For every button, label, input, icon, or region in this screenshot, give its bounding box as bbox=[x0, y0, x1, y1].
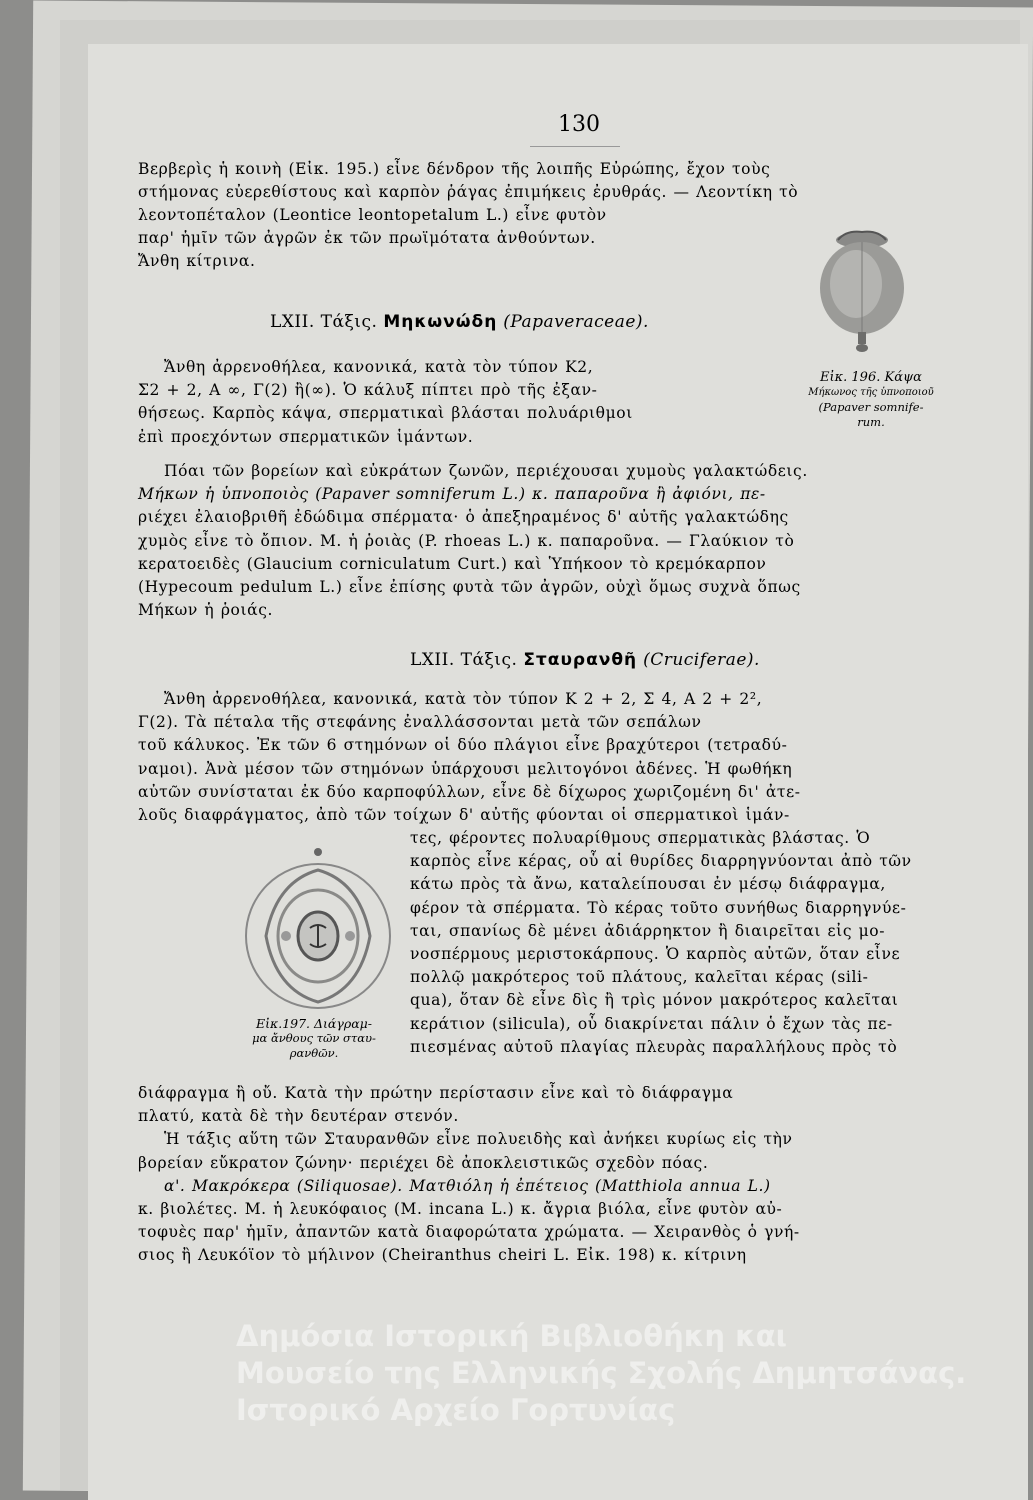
text-line: θήσεως. Καρπὸς κάψα, σπερματικαὶ βλάσται πολυάριθμοι bbox=[138, 404, 633, 423]
text-line: Ἡ τάξις αὕτη τῶν Σταυρανθῶν εἶνε πολυειδὴς καὶ ἀνήκει κυρίως εἰς τὴν bbox=[164, 1130, 793, 1149]
watermark-line: Δημόσια Ιστορική Βιβλιοθήκη και bbox=[236, 1319, 787, 1353]
page-number-rule bbox=[530, 146, 620, 147]
text-line: Ἄνθη ἀρρενοθήλεα, κανονικά, κατὰ τὸν τύπον Κ2, bbox=[164, 358, 594, 376]
section-name: Μηκωνώδη bbox=[383, 312, 498, 332]
section2-diagnosis bbox=[138, 688, 938, 827]
text-line: κεράτιον (silicula), οὗ διακρίνεται πάλιν ὁ ἔχων τὰς πε- bbox=[410, 1014, 893, 1033]
text-line: χυμὸς εἶνε τὸ ὄπιον. Μ. ἡ ῥοιὰς (P. rhoeas L.) κ. παπαροῦνα. — Γλαύκιον τὸ bbox=[138, 531, 795, 550]
text-line: ἐπὶ προεχόντων σπερματικῶν ἱμάντων. bbox=[138, 427, 474, 446]
section-latin: (Cruciferae). bbox=[643, 650, 760, 670]
text-line: φέρον τὰ σπέρματα. Τὸ κέρας τοῦτο συνήθως διαρρηγνύε- bbox=[410, 898, 907, 917]
section-latin: (Papaveraceae). bbox=[503, 312, 649, 332]
text-line: παρ' ἡμῖν τῶν ἀγρῶν ἐκ τῶν πρωϊμότατα ἀνθούντων. bbox=[138, 229, 596, 248]
text-line: λεοντοπέταλον (Leontice leontopetalum L.) εἶνε φυτὸν bbox=[138, 206, 607, 224]
text-line: Ἄνθη ἀρρενοθήλεα, κανονικά, κατὰ τὸν τύπον Κ 2 + 2, Σ 4, Α 2 + 2², bbox=[164, 690, 763, 708]
text-line: καρπὸς εἶνε κέρας, οὗ αἱ θυρίδες διαρρηγνύονται ἀπὸ τῶν bbox=[410, 852, 912, 871]
text-line: ται, σπανίως δὲ μένει ἀδιάρρηκτον ἢ διαιρεῖται εἰς μο- bbox=[410, 921, 886, 940]
caption-line: Εἰκ. 196. Κάψα bbox=[820, 370, 922, 385]
text-line: κερατοειδὲς (Glaucium corniculatum Curt.) καὶ Ὑπήκοον τὸ κρεμόκαρπον bbox=[138, 554, 767, 573]
text-line: στήμονας εὐερεθίστους καὶ καρπὸν ῥάγας ἐπιμήκεις ἐρυθράς. — Λεοντίκη τὸ bbox=[138, 183, 799, 202]
section1-paragraph bbox=[138, 460, 938, 622]
floral-diagram-figure bbox=[240, 842, 400, 1012]
section2-conclusion bbox=[138, 1082, 938, 1268]
text-line: Γ(2). Τὰ πέταλα τῆς στεφάνης ἐναλλάσσονται μετὰ τῶν σεπάλων bbox=[138, 713, 702, 732]
text-line: βορείαν εὔκρατον ζώνην· περιέχει δὲ ἀποκλειστικῶς σχεδὸν πόας. bbox=[138, 1153, 709, 1172]
text-line: λοῦς διαφράγματος, ἀπὸ τῶν τοίχων δ' αὐτῆς φύονται οἱ σπερματικοὶ ἱμάν- bbox=[138, 806, 790, 825]
text-line: Σ2 + 2, Α ∞, Γ(2) ἢ(∞). Ὁ κάλυξ πίπτει πρὸ τῆς ἐξαν- bbox=[138, 381, 598, 400]
watermark-line: Μουσείο της Ελληνικής Σχολής Δημητσάνας. bbox=[236, 1356, 967, 1390]
section-heading-cruciferae bbox=[410, 650, 760, 670]
text-line: πιεσμένας αὐτοῦ πλαγίας πλευρὰς παραλλήλους πρὸς τὸ bbox=[410, 1037, 898, 1056]
section-name: Σταυρανθῆ bbox=[523, 650, 638, 670]
text-line: νοσπέρμους μεριστοκάρπους. Ὁ καρπὸς αὐτῶν, ὅταν εἶνε bbox=[410, 945, 901, 964]
caption-line: Μήκωνος τῆς ὑπνοποιοῦ bbox=[808, 387, 934, 398]
text-line: κ. βιολέτες. Μ. ἡ λευκόφαιος (M. incana L.) κ. ἄγρια βιόλα, εἶνε φυτὸν αὐ- bbox=[138, 1200, 783, 1219]
text-line: τοφυὲς παρ' ἡμῖν, ἀπαντῶν κατὰ διαφορώτατα χρώματα. — Χειρανθὸς ὁ γνή- bbox=[138, 1223, 800, 1242]
section2-right-column bbox=[410, 827, 938, 1059]
poppy-capsule-figure bbox=[816, 228, 908, 362]
figure-197-caption bbox=[222, 1016, 406, 1061]
text-line: κάτω πρὸς τὰ ἄνω, καταλείπουσαι ἐν μέσῳ διάφραγμα, bbox=[410, 875, 886, 894]
section-number: LXII. Τάξις. bbox=[270, 312, 378, 332]
text-line: Πόαι τῶν βορείων καὶ εὐκράτων ζωνῶν, περιέχουσαι χυμοὺς γαλακτώδεις. bbox=[164, 462, 808, 480]
text-line: ναμοι). Ἀνὰ μέσον τῶν στημόνων ὑπάρχουσι μελιτογόνοι ἀδένες. Ἡ φωθήκη bbox=[138, 759, 793, 778]
watermark-line: Ιστορικό Αρχείο Γορτυνίας bbox=[236, 1393, 676, 1427]
text-line: πολλῷ μακρότερος τοῦ πλάτους, καλεῖται κέρας (sili- bbox=[410, 968, 869, 987]
intro-text-narrow bbox=[138, 204, 658, 274]
page-number: 130 bbox=[558, 112, 600, 137]
figure-196-caption bbox=[796, 370, 946, 430]
text-line: α'. Μακρόκερα (Siliquosae). Ματθιόλη ἡ ἐπέτειος (Matthiola annua L.) bbox=[164, 1176, 771, 1195]
caption-line: (Papaver somnife- bbox=[818, 400, 924, 414]
text-line: τες, φέροντες πολυαρίθμους σπερματικὰς βλάστας. Ὁ bbox=[410, 829, 871, 847]
text-line: ριέχει ἐλαιοβριθῆ ἐδώδιμα σπέρματα· ὁ ἀπεξηραμένος δ' αὐτῆς γαλακτώδης bbox=[138, 508, 789, 527]
text-line: Μήκων ἡ ὑπνοποιὸς (Papaver somniferum L.) κ. παπαροῦνα ἢ ἀφιόνι, πε- bbox=[138, 485, 766, 504]
intro-text bbox=[138, 158, 938, 204]
text-line: Ἄνθη κίτρινα. bbox=[138, 252, 256, 271]
text-line: Βερβερὶς ἡ κοινὴ (Εἰκ. 195.) εἶνε δένδρον τῆς λοιπῆς Εὐρώπης, ἔχον τοὺς bbox=[138, 160, 771, 178]
archive-watermark bbox=[236, 1318, 966, 1429]
text-line: τοῦ κάλυκος. Ἐκ τῶν 6 στημόνων οἱ δύο πλάγιοι εἶνε βραχύτεροι (τετραδύ- bbox=[138, 736, 788, 755]
text-line: πλατύ, κατὰ δὲ τὴν δευτέραν στενόν. bbox=[138, 1107, 459, 1126]
section-heading-papaveraceae bbox=[270, 312, 649, 332]
text-line: αὐτῶν συνίσταται ἐκ δύο καρποφύλλων, εἶνε δὲ δίχωρος χωριζομένη δι' ἀτε- bbox=[138, 782, 801, 801]
caption-line: Εἰκ.197. Διάγραμ- bbox=[256, 1016, 372, 1031]
section1-diagnosis bbox=[138, 356, 768, 449]
text-line: (Hypecoum pedulum L.) εἶνε ἐπίσης φυτὰ τῶν ἀγρῶν, οὐχὶ ὅμως συχνὰ ὅπως bbox=[138, 578, 801, 597]
caption-line: ρανθῶν. bbox=[289, 1046, 339, 1060]
caption-line: rum. bbox=[857, 415, 885, 429]
caption-line: μα ἄνθους τῶν σταυ- bbox=[252, 1031, 376, 1045]
text-line: Μήκων ἡ ῥοιάς. bbox=[138, 601, 274, 620]
text-line: qua), ὅταν δὲ εἶνε δὶς ἢ τρὶς μόνον μακρότερος καλεῖται bbox=[410, 991, 899, 1010]
text-line: σιος ἢ Λευκόϊον τὸ μήλινον (Cheiranthus cheiri L. Εἰκ. 198) κ. κίτρινη bbox=[138, 1246, 747, 1265]
section-number: LXII. Τάξις. bbox=[410, 650, 518, 670]
text-line: διάφραγμα ἢ οὔ. Κατὰ τὴν πρώτην περίστασιν εἶνε καὶ τὸ διάφραγμα bbox=[138, 1084, 734, 1102]
